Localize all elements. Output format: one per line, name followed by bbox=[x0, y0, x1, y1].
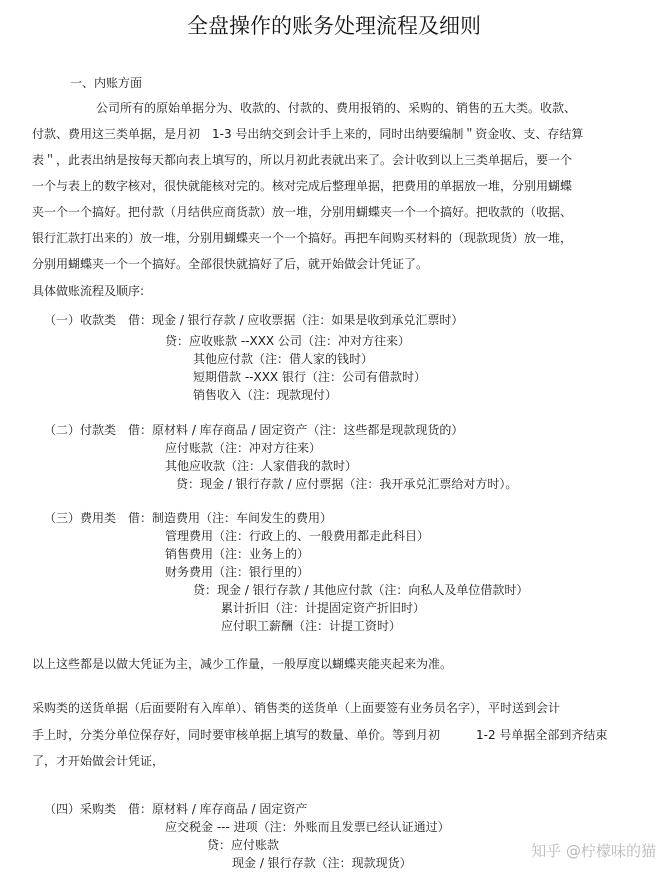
entry-line: 贷：现金 / 银行存款 / 应付票据（注：我开承兑汇票给对方时）。 bbox=[176, 477, 518, 491]
watermark: 知乎 @柠檬味的猫 bbox=[531, 842, 656, 860]
paragraph-line: 手上时，分类分单位保存好，同时要审核单据上填写的数量、单价。等到月初 1-2 号单据全部到齐结束 bbox=[32, 728, 608, 742]
entry-line: （四）采购类 借：原材料 / 库存商品 / 固定资产 bbox=[44, 802, 308, 816]
entry-line: 贷：应付账款 bbox=[207, 838, 280, 852]
entry-line: （二）付款类 借：原材料 / 库存商品 / 固定资产（注：这些都是现款现货的） bbox=[44, 423, 464, 437]
paragraph-line: 采购类的送货单据（后面要附有入库单）、销售类的送货单（上面要签有业务员名字），平时送到会计 bbox=[32, 701, 561, 715]
entry-line: 应付职工薪酬（注：计提工资时） bbox=[221, 619, 402, 633]
entry-line: 其他应收款（注：人家借我的款时） bbox=[165, 459, 358, 473]
paragraph-line: 公司所有的原始单据分为、收款的、付款的、费用报销的、采购的、销售的五大类。收款、 bbox=[96, 101, 577, 115]
entry-line: 销售收入（注：现款现付） bbox=[193, 388, 338, 402]
document-title: 全盘操作的账务处理流程及细则 bbox=[187, 14, 481, 38]
entry-line: 贷：现金 / 银行存款 / 其他应付款（注：向私人及单位借款时） bbox=[193, 583, 529, 597]
section-heading: 一、内账方面 bbox=[70, 76, 143, 90]
entry-line: （三）费用类 借：制造费用（注：车间发生的费用） bbox=[44, 511, 333, 525]
entry-line: 财务费用（注：银行里的） bbox=[165, 565, 310, 579]
flow-heading: 具体做账流程及顺序: bbox=[32, 284, 145, 298]
paragraph-line: 付款、费用这三类单据，是月初 1-3 号出纳交到会计手上来的，同时出纳要编制＂资金收、支、存结算 bbox=[32, 127, 584, 141]
entry-line: 累计折旧（注：计提固定资产折旧时） bbox=[221, 601, 426, 615]
paragraph-line: 了，才开始做会计凭证， bbox=[32, 754, 165, 768]
entry-line: 管理费用（注：行政上的、一般费用都走此科目） bbox=[165, 529, 430, 543]
entry-line: 其他应付款（注：借人家的钱时） bbox=[193, 352, 374, 366]
entry-line: 应交税金 --- 进项（注：外账而且发票已经认证通过） bbox=[165, 820, 450, 834]
paragraph-line: 一个与表上的数字核对，很快就能核对完的。核对完成后整理单据，把费用的单据放一堆，分别用蝴蝶 bbox=[32, 179, 573, 193]
entry-line: 现金 / 银行存款（注：现款现货） bbox=[232, 856, 412, 870]
entry-line: 短期借款 --XXX 银行（注：公司有借款时） bbox=[193, 370, 426, 384]
entry-line: （一）收款类 借：现金 / 银行存款 / 应收票据（注：如果是收到承兑汇票时） bbox=[44, 313, 464, 327]
entry-line: 应付账款（注：冲对方往来） bbox=[165, 441, 322, 455]
paragraph-line: 表＂，此表出纳是按每天都向表上填写的，所以月初此表就出来了。会计收到以上三类单据后，要一个 bbox=[32, 153, 573, 167]
paragraph-line: 夹一个一个搞好。把付款（月结供应商货款）放一堆，分别用蝴蝶夹一个一个搞好。把收款的（收据、 bbox=[32, 205, 573, 219]
paragraph-line: 分别用蝴蝶夹一个一个搞好。全部很快就搞好了后，就开始做会计凭证了。 bbox=[32, 257, 429, 271]
entry-line: 销售费用（注：业务上的） bbox=[165, 547, 310, 561]
entry-line: 贷：应收账款 --XXX 公司（注：冲对方往来） bbox=[165, 334, 410, 348]
note-line: 以上这些都是以做大凭证为主，减少工作量，一般厚度以蝴蝶夹能夹起来为准。 bbox=[32, 657, 453, 671]
paragraph-line: 银行汇款打出来的）放一堆，分别用蝴蝶夹一个一个搞好。再把车间购买材料的（现款现货）放一堆， bbox=[32, 231, 573, 245]
